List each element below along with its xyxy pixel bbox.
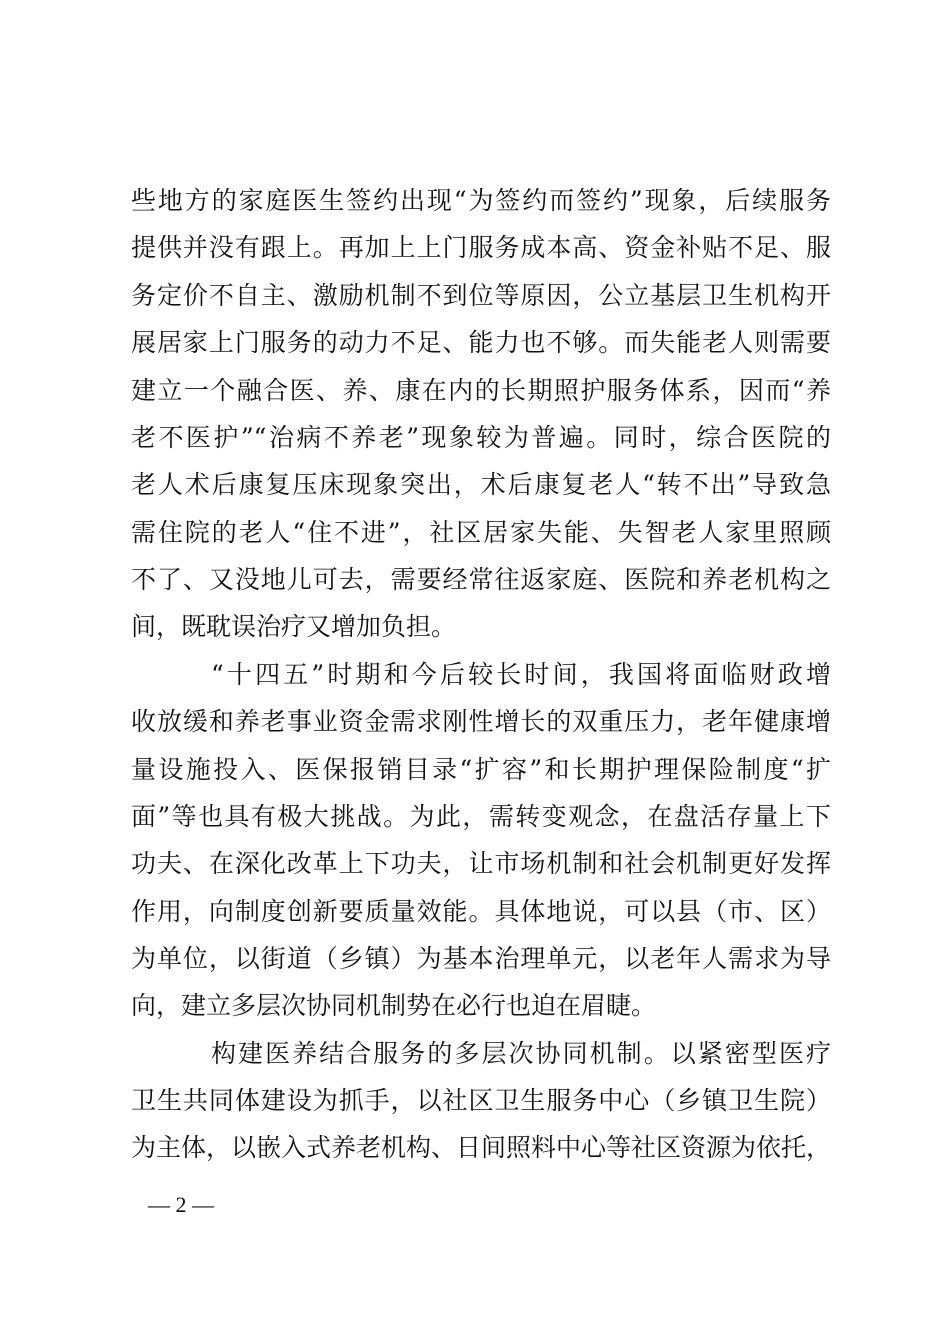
text-line: 卫生共同体建设为抓手，以社区卫生服务中心（乡镇卫生院） — [131, 1086, 831, 1115]
text-line: 向，建立多层次协同机制势在必行也迫在眉睫。 — [131, 991, 657, 1020]
text-line: 面”等也具有极大挑战。为此，需转变观念，在盘活存量上下 — [131, 802, 831, 831]
text-line: 量设施投入、医保报销目录“扩容”和长期护理保险制度“扩 — [131, 755, 831, 784]
text-line: 建立一个融合医、养、康在内的长期照护服务体系，因而“养 — [131, 376, 831, 405]
text-line: 展居家上门服务的动力不足、能力也不够。而失能老人则需要 — [131, 328, 831, 357]
text-line: 构建医养结合服务的多层次协同机制。以紧密型医疗 — [211, 1039, 831, 1068]
text-line: 老不医护”“治病不养老”现象较为普遍。同时，综合医院的 — [131, 423, 831, 452]
text-line: 老人术后康复压床现象突出，术后康复老人“转不出”导致急 — [131, 470, 831, 499]
text-line: 提供并没有跟上。再加上上门服务成本高、资金补贴不足、服 — [131, 233, 831, 262]
text-line: 为单位，以街道（乡镇）为基本治理单元，以老年人需求为导 — [131, 944, 831, 973]
text-line: 些地方的家庭医生签约出现“为签约而签约”现象，后续服务 — [131, 186, 831, 215]
text-line: 不了、又没地儿可去，需要经常往返家庭、医院和养老机构之 — [131, 565, 831, 594]
text-line: 为主体，以嵌入式养老机构、日间照料中心等社区资源为依托， — [131, 1133, 832, 1162]
text-line: 收放缓和养老事业资金需求刚性增长的双重压力，老年健康增 — [131, 707, 831, 736]
text-line: 功夫、在深化改革上下功夫，让市场机制和社会机制更好发挥 — [131, 849, 831, 878]
text-line: 间，既耽误治疗又增加负担。 — [131, 612, 457, 641]
text-line: “十四五”时期和今后较长时间，我国将面临财政增 — [211, 660, 831, 689]
text-line: 务定价不自主、激励机制不到位等原因，公立基层卫生机构开 — [131, 281, 831, 310]
text-line: 需住院的老人“住不进”，社区居家失能、失智老人家里照顾 — [131, 518, 831, 547]
page-number: — 2 — — [148, 1192, 214, 1217]
text-line: 作用，向制度创新要质量效能。具体地说，可以县（市、区） — [131, 897, 831, 926]
